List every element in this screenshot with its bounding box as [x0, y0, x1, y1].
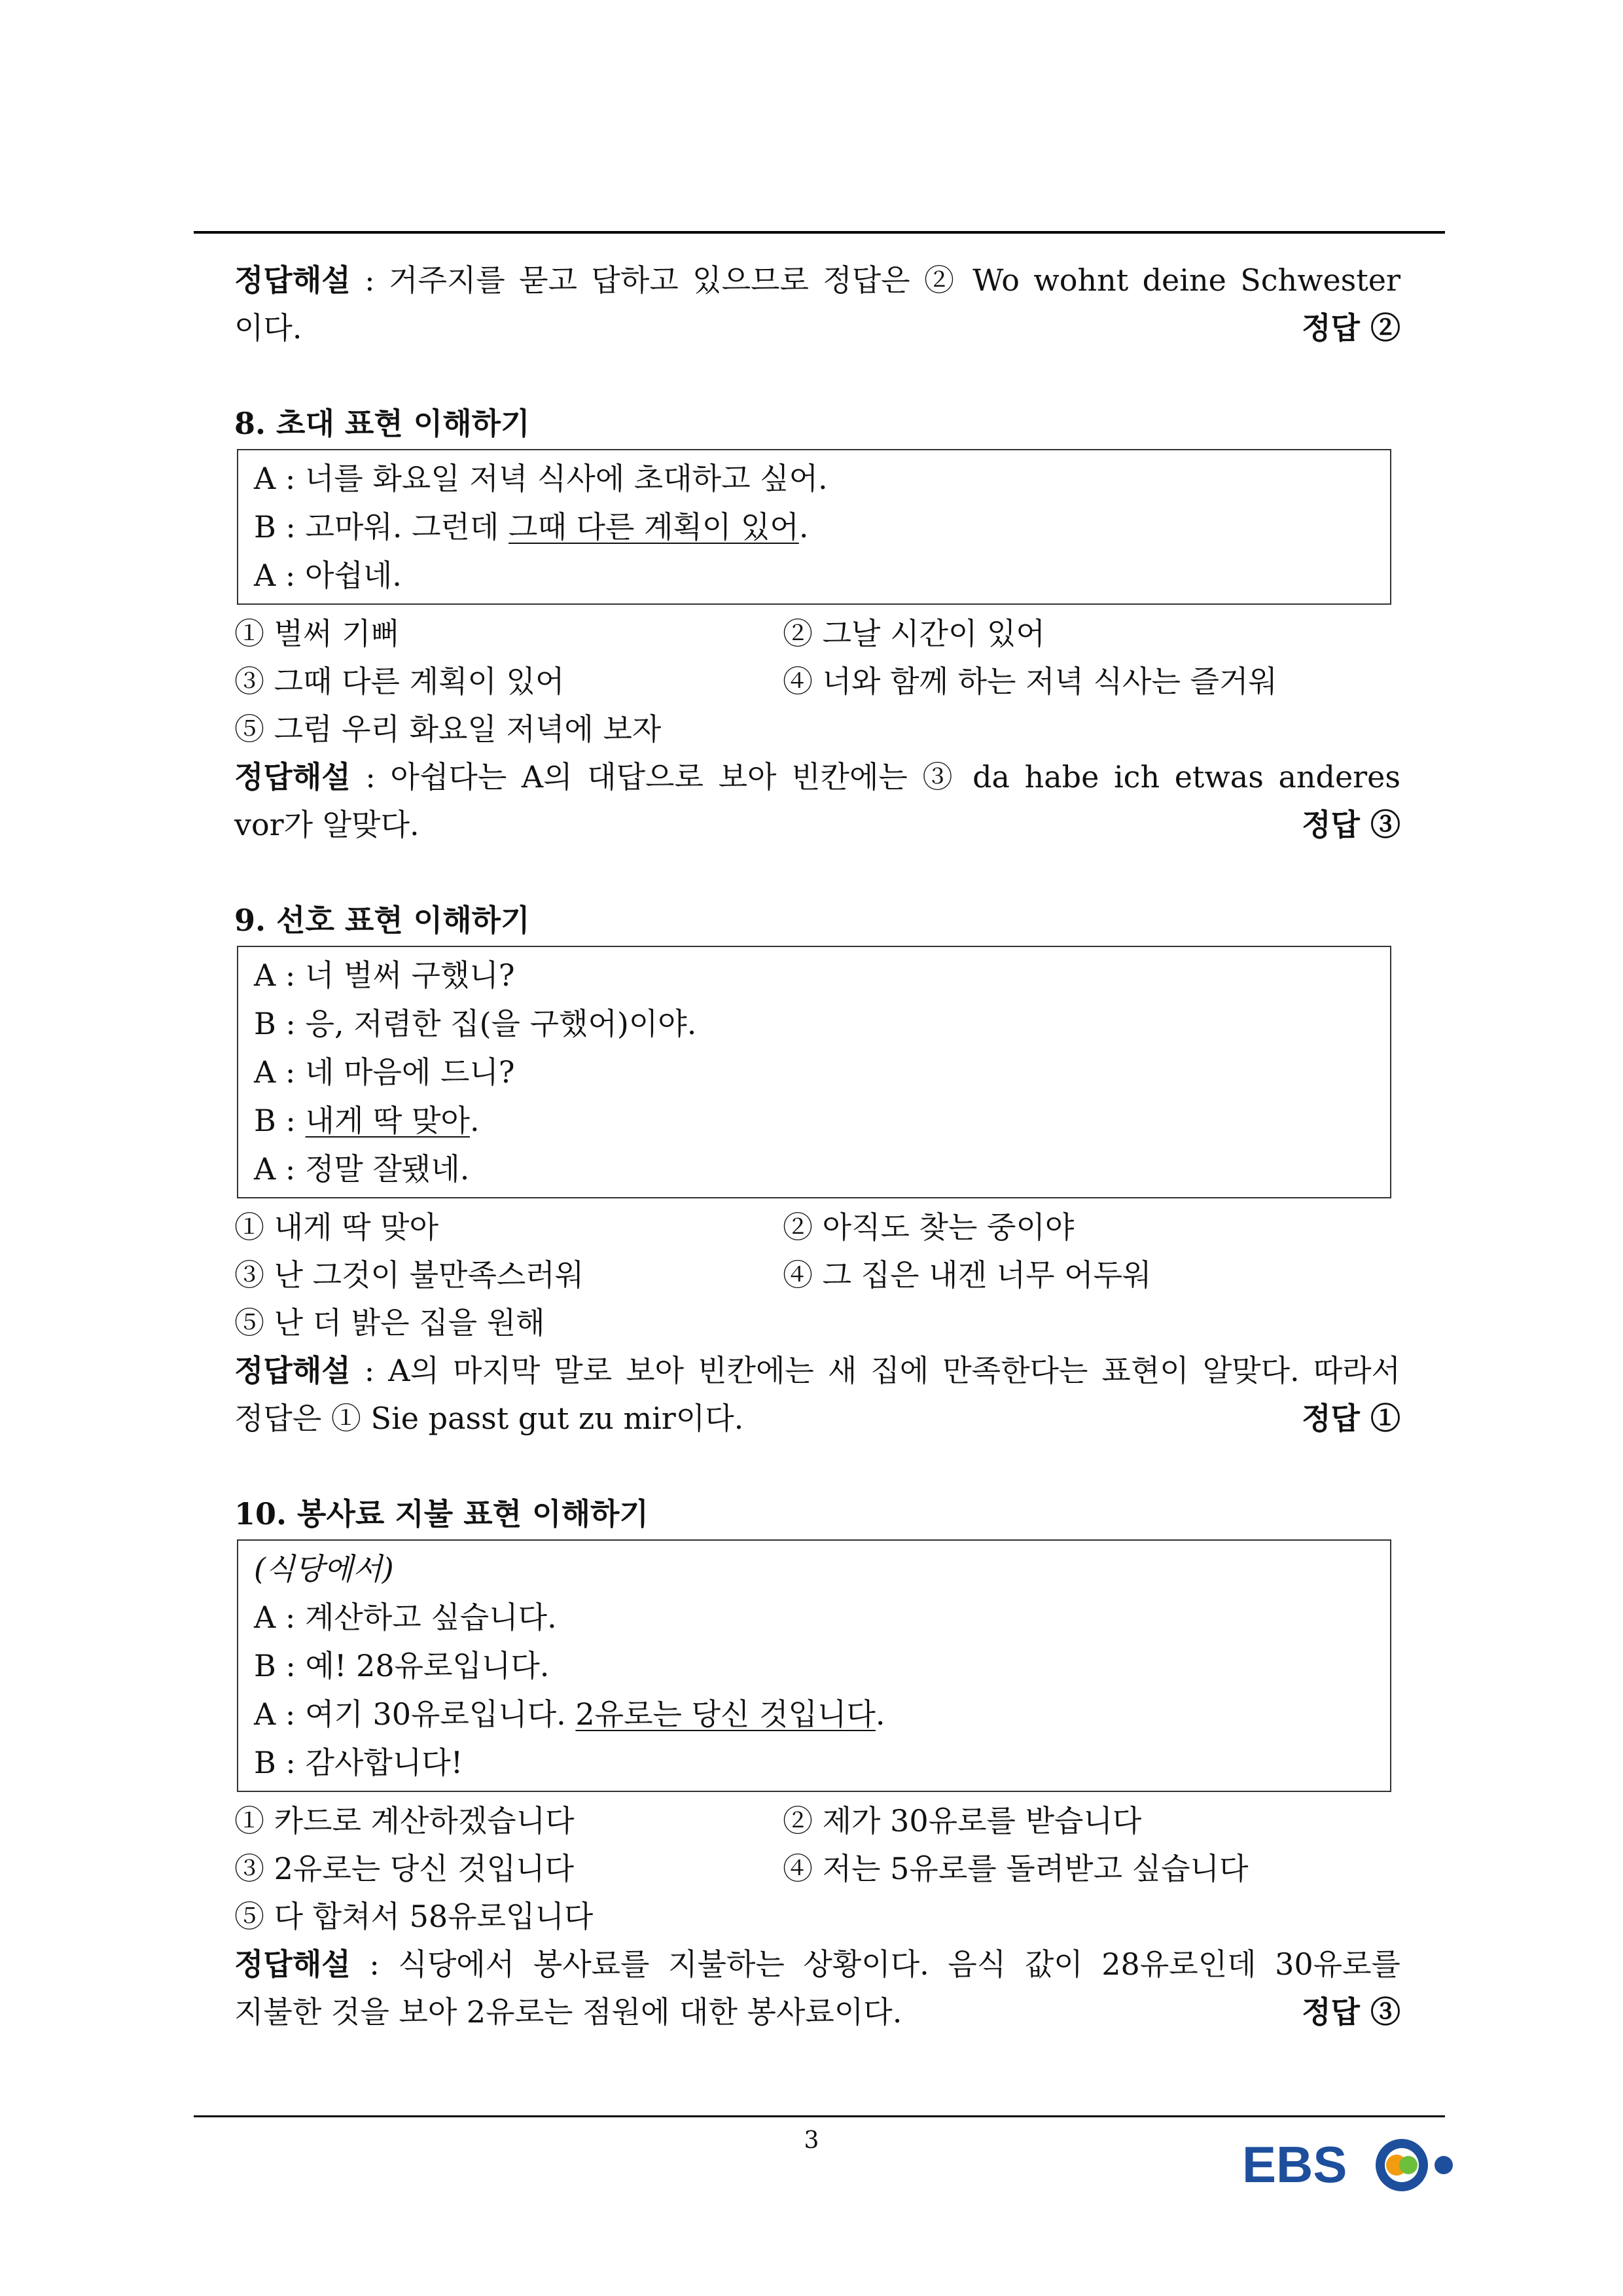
explanation-label: 정답해설	[234, 1946, 351, 1982]
q10-options	[234, 1797, 1400, 1941]
option-1: ① 카드로 계산하겠습니다	[234, 1803, 575, 1839]
dialogue-line: B : 예! 28유로입니다.	[254, 1648, 550, 1683]
dialogue-line: A : 계산하고 싶습니다.	[254, 1600, 557, 1635]
option-1: ① 내게 딱 맞아	[234, 1210, 439, 1245]
explanation-text: : A의 마지막 말로 보아 빈칸에는 새 집에 만족한다는 표현이 알맞다. 따라서	[350, 1353, 1400, 1388]
answer-key: 정답 ①	[1302, 1401, 1400, 1436]
option-2: ② 제가 30유로를 받습니다	[783, 1803, 1142, 1839]
option-3: ③ 그때 다른 계획이 있어	[234, 664, 565, 699]
q9-heading: 9. 선호 표현 이해하기	[234, 903, 530, 938]
q8-options	[234, 610, 1400, 753]
dialogue-line: B : 응, 저렴한 집(을 구했어)이야.	[254, 1006, 697, 1041]
page-content	[234, 257, 1400, 2036]
header-rule	[194, 231, 1445, 234]
q10-explanation-line1	[234, 1941, 1400, 1988]
q10-dialogue-box	[237, 1539, 1391, 1792]
ebs-logo	[1242, 2128, 1458, 2200]
q7-explanation-line1	[234, 257, 1400, 304]
option-4: ④ 저는 5유로를 돌려받고 싶습니다	[783, 1851, 1249, 1886]
explanation-text: 지불한 것을 보아 2유로는 점원에 대한 봉사료이다.	[234, 1994, 902, 2030]
option-4: ④ 그 집은 내겐 너무 어두워	[783, 1257, 1152, 1293]
dialogue-line: A : 여기 30유로입니다. 2유로는 당신 것입니다.	[254, 1696, 885, 1732]
q8-heading: 8. 초대 표현 이해하기	[234, 406, 530, 441]
q9-explanation-line1	[234, 1347, 1400, 1395]
page-number: 3	[804, 2127, 819, 2154]
underlined-blank: 2유로는 당신 것입니다	[575, 1696, 876, 1732]
q9-dialogue-box	[237, 946, 1391, 1198]
logo-dot-icon	[1435, 2156, 1453, 2174]
option-2: ② 아직도 찾는 중이야	[783, 1210, 1075, 1245]
explanation-text: : 식당에서 봉사료를 지불하는 상황이다. 음식 값이 28유로인데 30유로를	[350, 1946, 1400, 1982]
q8-dialogue-box	[237, 449, 1391, 605]
explanation-label: 정답해설	[234, 759, 351, 795]
option-5: ⑤ 난 더 밝은 집을 원해	[234, 1305, 545, 1340]
explanation-label: 정답해설	[234, 1353, 351, 1388]
dialogue-line: A : 네 마음에 드니?	[254, 1054, 515, 1090]
underlined-blank: 내게 딱 맞아	[305, 1103, 470, 1138]
q9-options	[234, 1204, 1400, 1347]
dialogue-line: A : 정말 잘됐네.	[254, 1151, 470, 1187]
option-1: ① 벌써 기뻐	[234, 616, 400, 651]
underlined-blank: 그때 다른 계획이 있어	[508, 509, 799, 545]
option-2: ② 그날 시간이 있어	[783, 616, 1045, 651]
option-3: ③ 난 그것이 불만족스러워	[234, 1257, 584, 1293]
explanation-label: 정답해설	[234, 262, 351, 298]
dialogue-line: A : 아쉽네.	[254, 558, 402, 593]
explanation-text: 정답은 ① Sie passt gut zu mir이다.	[234, 1401, 744, 1436]
footer-rule	[194, 2115, 1445, 2117]
q8-explanation-line1	[234, 753, 1400, 801]
dialogue-line: A : 너를 화요일 저녁 식사에 초대하고 싶어.	[254, 461, 828, 496]
dialogue-setting: (식당에서)	[254, 1551, 394, 1587]
dialogue-line: B : 감사합니다!	[254, 1745, 463, 1780]
q7-explanation-line2	[234, 304, 1400, 352]
option-5: ⑤ 다 합쳐서 58유로입니다	[234, 1899, 594, 1934]
answer-key: 정답 ②	[1302, 310, 1400, 346]
explanation-text: 이다.	[234, 310, 302, 346]
explanation-text: vor가 알맞다.	[234, 807, 419, 842]
q10-explanation-line2	[234, 1988, 1400, 2036]
logo-green-icon	[1399, 2156, 1418, 2174]
answer-key: 정답 ③	[1302, 807, 1400, 842]
option-4: ④ 너와 함께 하는 저녁 식사는 즐거워	[783, 664, 1277, 699]
q8-explanation-line2	[234, 801, 1400, 849]
ebs-logo-text: EBS	[1242, 2136, 1347, 2193]
dialogue-line: B : 내게 딱 맞아.	[254, 1103, 480, 1138]
answer-key: 정답 ③	[1302, 1994, 1400, 2030]
explanation-text: : 아쉽다는 A의 대답으로 보아 빈칸에는 ③ da habe ich etwas anderes	[350, 759, 1400, 795]
option-5: ⑤ 그럼 우리 화요일 저녁에 보자	[234, 711, 662, 747]
option-3: ③ 2유로는 당신 것입니다	[234, 1851, 575, 1886]
dialogue-line: B : 고마워. 그런데 그때 다른 계획이 있어.	[254, 509, 809, 545]
q9-explanation-line2	[234, 1395, 1400, 1443]
q10-heading: 10. 봉사료 지불 표현 이해하기	[234, 1496, 649, 1532]
explanation-text: : 거주지를 묻고 답하고 있으므로 정답은 ② Wo wohnt deine Schwester	[350, 262, 1400, 298]
dialogue-line: A : 너 벌써 구했니?	[254, 958, 515, 993]
